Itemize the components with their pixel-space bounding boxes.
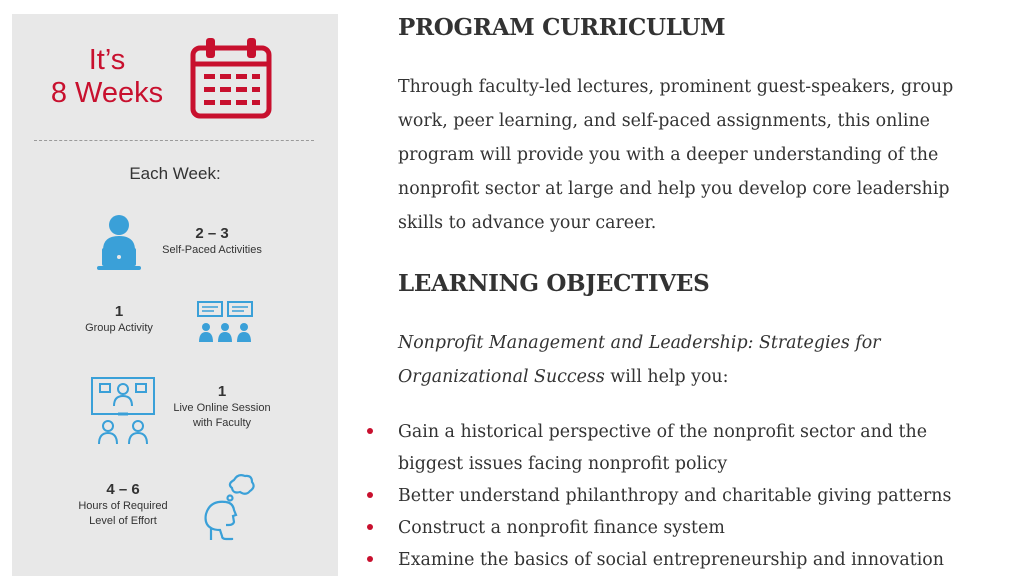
stat-group-activity [70, 302, 168, 336]
video-session-icon [90, 376, 156, 446]
stat-label: Live Online Session [173, 402, 271, 414]
bullet-dot [367, 428, 373, 434]
stat-hours-effort [64, 480, 182, 529]
program-info-sidebar [12, 14, 338, 576]
curriculum-line: work, peer learning, and self-paced assignments, this online [398, 111, 930, 131]
thinking-head-icon [200, 472, 256, 542]
stat-live-session [162, 382, 282, 431]
each-week-label: Each Week: [129, 164, 221, 183]
program-title-line-2: Organizational Success [398, 367, 605, 387]
stat-label: Level of Effort [89, 515, 157, 527]
calendar-icon [190, 36, 272, 120]
stat-label: with Faculty [192, 417, 252, 429]
objectives-heading: LEARNING OBJECTIVES [398, 270, 710, 297]
bullet-dot [367, 556, 373, 562]
objectives-intro [398, 326, 1024, 394]
divider [34, 140, 314, 141]
list-item [398, 480, 1024, 512]
curriculum-line: program will provide you with a deeper understanding of the [398, 145, 939, 165]
curriculum-line: skills to advance your career. [398, 213, 657, 233]
objective-text: Better understand philanthropy and charitable giving patterns [398, 486, 952, 506]
bullet-dot [367, 524, 373, 530]
program-duration [12, 44, 202, 110]
objective-text: Gain a historical perspective of the nonprofit sector and the [398, 422, 927, 442]
list-item [398, 416, 1024, 480]
objectives-list [398, 416, 1024, 576]
stat-self-paced [152, 224, 272, 258]
stat-label: Group Activity [85, 322, 153, 334]
bullet-dot [367, 492, 373, 498]
stat-label: Self-Paced Activities [162, 244, 262, 256]
program-title-line-1: Nonprofit Management and Leadership: Strategies for [398, 333, 881, 353]
list-item [398, 544, 1024, 576]
curriculum-line: nonprofit sector at large and help you develop core leadership [398, 179, 950, 199]
stat-number: 2 – 3 [195, 225, 229, 242]
duration-line-1: It’s [88, 44, 126, 76]
laptop-user-icon [96, 214, 142, 272]
stat-number: 4 – 6 [106, 481, 140, 498]
group-chat-icon [196, 300, 256, 346]
intro-rest: will help you: [604, 367, 729, 387]
curriculum-paragraph [398, 70, 1024, 240]
stat-number: 1 [114, 303, 124, 320]
stat-label: Hours of Required [78, 500, 168, 512]
objective-text: biggest issues facing nonprofit policy [398, 454, 728, 474]
duration-line-2: 8 Weeks [50, 77, 164, 109]
objective-text: Construct a nonprofit finance system [398, 518, 725, 538]
curriculum-heading: PROGRAM CURRICULUM [398, 14, 726, 41]
objective-text: Examine the basics of social entrepreneurship and innovation [398, 550, 944, 570]
stat-number: 1 [217, 383, 227, 400]
curriculum-line: Through faculty-led lectures, prominent guest-speakers, group [398, 77, 954, 97]
list-item [398, 512, 1024, 544]
